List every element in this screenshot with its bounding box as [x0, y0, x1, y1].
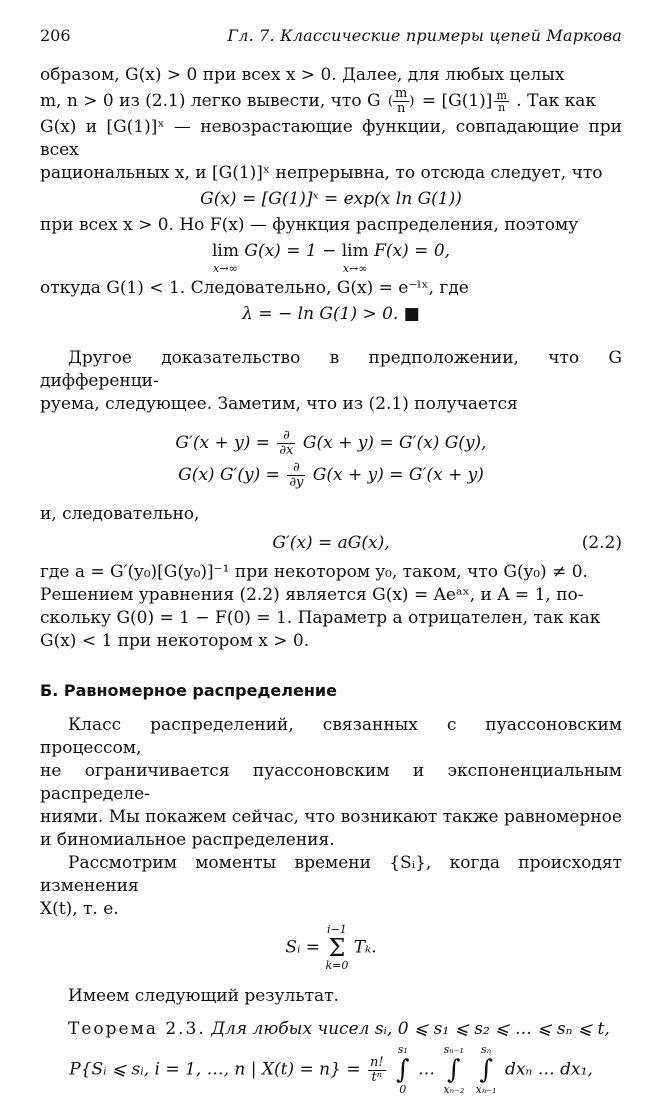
equation-1: G(x) = [G(1)]ˣ = exp(x ln G(1)): [200, 189, 462, 209]
sum-upper-limit: i−1: [327, 923, 347, 936]
fraction-numerator: m: [395, 86, 408, 101]
summation: [325, 924, 348, 972]
section-title: Б. Равномерное распределение: [40, 681, 337, 700]
text-line: рациональных x, и [G(1)]ˣ непрерывна, то отсюда следует, что: [40, 163, 603, 183]
integral-icon: ∫: [396, 1055, 410, 1085]
partial-y-fraction: [287, 461, 305, 490]
equation-7: [40, 924, 622, 972]
paragraph-1: [40, 64, 622, 185]
theorem-statement: [40, 1018, 622, 1041]
lim-subscript: x→∞: [213, 262, 238, 275]
theorem-label: Теорема 2.3.: [68, 1019, 206, 1039]
text-line: G(x) и [G(1)]ˣ — невозрастающие функции, совпадающие при всех: [40, 117, 622, 160]
equation-2: [40, 240, 622, 274]
fraction-m-over-n: ( $\frac{m}{n}$ ): [387, 86, 415, 116]
integral-icon: ∫: [479, 1055, 493, 1085]
equation-8: [40, 1044, 622, 1096]
equation-3: [40, 303, 622, 326]
text-line: при всех x > 0. Но F(x) — функция распределения, поэтому: [40, 215, 579, 235]
equation-4-lhs: G′(x + y) =: [175, 433, 271, 453]
text-line: и, следовательно,: [40, 504, 200, 524]
text-line: Имеем следующий результат.: [68, 986, 339, 1006]
integral-2: [443, 1044, 464, 1096]
paragraph-7: [40, 714, 622, 852]
integral-upper-limit: sₙ₋₁: [443, 1043, 464, 1056]
text-line: ниями. Мы покажем сейчас, что возникают также равномерное: [40, 807, 622, 827]
paragraph-6: [40, 561, 622, 653]
text-line: не ограничивается пуассоновским и экспоненциальным распределе-: [40, 761, 622, 804]
text-line: Класс распределений, связанных с пуассоновским процессом,: [40, 715, 622, 758]
text-line: G(x) < 1 при некотором x > 0.: [40, 631, 310, 651]
equation-6: [40, 532, 622, 555]
fraction-denominator: ∂x: [279, 443, 294, 458]
fraction-denominator: n: [397, 101, 406, 116]
integral-upper-limit: sₙ: [481, 1043, 492, 1056]
paragraph-4: [40, 347, 622, 416]
paragraph-9: [40, 985, 622, 1008]
text-line: X(t), т. е.: [40, 899, 119, 919]
fraction-denominator: ∂y: [289, 475, 304, 490]
limit-2: [342, 240, 369, 274]
limit-1: [212, 240, 239, 274]
text-line: откуда G(1) < 1. Следовательно, G(x) = e⁻ˡˣ, где: [40, 278, 469, 298]
equation-5-rhs: G(x + y) = G′(x + y): [312, 465, 484, 485]
qed-square-icon: ■: [403, 304, 420, 324]
integral-3: [476, 1044, 497, 1096]
paragraph-2: [40, 214, 622, 237]
text-line: m, n > 0 из (2.1) легко вывести, что G: [40, 91, 381, 111]
text-line: где a = G′(y₀)[G(y₀)]⁻¹ при некотором y₀, таком, что G(y₀) ≠ 0.: [40, 562, 588, 582]
equation-8-rhs: dxₙ … dx₁,: [504, 1059, 593, 1080]
equation-4: [40, 429, 622, 458]
paragraph-5: [40, 503, 622, 526]
page-body: [40, 64, 622, 1099]
integral-upper-limit: s₁: [397, 1043, 408, 1056]
paragraph-8: [40, 852, 622, 921]
text-line: Решением уравнения (2.2) является G(x) = Aeᵃˣ, и A = 1, по-: [40, 585, 584, 605]
text-line: и биномиальное распределения.: [40, 830, 335, 850]
sigma-icon: Σ: [328, 934, 346, 962]
equation-6-text: G′(x) = aG(x),: [272, 533, 390, 553]
integral-lower-limit: xₙ₋₂: [443, 1083, 465, 1096]
paragraph-3: [40, 277, 622, 300]
text-line: руема, следующее. Заметим, что из (2.1) получается: [40, 394, 518, 414]
equation-5: [40, 461, 622, 490]
ellipsis: …: [417, 1059, 435, 1080]
fraction-denominator: tⁿ: [371, 1069, 383, 1085]
equation-2-end: F(x) = 0,: [374, 241, 451, 261]
equation-5-lhs: G(x) G′(y) =: [178, 465, 280, 485]
equation-7-lhs: Sᵢ =: [285, 937, 321, 958]
text-line: . Так как: [516, 91, 596, 111]
equation-7-rhs: Tₖ.: [353, 937, 377, 958]
fraction-numerator: ∂: [287, 461, 305, 476]
exponent-numerator: m: [496, 89, 507, 102]
fraction-numerator: n!: [369, 1054, 384, 1070]
page-number: 206: [40, 26, 71, 45]
exponent-fraction: [494, 90, 508, 113]
integral-icon: ∫: [447, 1055, 461, 1085]
running-title: Гл. 7. Классические примеры цепей Маркова: [227, 26, 622, 45]
page-header: [40, 26, 622, 50]
lim-text: lim: [211, 241, 239, 261]
exponent-denominator: n: [498, 101, 506, 114]
text-line: Рассмотрим моменты времени {Sᵢ}, когда происходят изменения: [40, 853, 622, 896]
integral-lower-limit: xₙ₋₁: [475, 1083, 497, 1096]
theorem-text: Для любых чисел sᵢ, 0 ⩽ s₁ ⩽ s₂ ⩽ … ⩽ sₙ ⩽ t,: [211, 1019, 610, 1039]
equation-8-lhs: P{Sᵢ ⩽ sᵢ, i = 1, …, n | X(t) = n} =: [69, 1059, 361, 1080]
equation-4-rhs: G(x + y) = G′(x) G(y),: [302, 433, 487, 453]
text-line: = [G(1)]: [421, 91, 493, 111]
integral-1: [396, 1044, 410, 1096]
equation-2-middle: G(x) = 1 −: [244, 241, 337, 261]
text-line: скольку G(0) = 1 − F(0) = 1. Параметр a отрицателен, так как: [40, 608, 601, 628]
text-line: Другое доказательство в предположении, что G дифференци-: [40, 348, 622, 391]
fraction-numerator: ∂: [277, 429, 295, 444]
equation-3-text: λ = − ln G(1) > 0.: [242, 304, 399, 324]
sum-lower-limit: k=0: [325, 959, 349, 972]
lim-subscript: x→∞: [342, 262, 368, 275]
lim-text: lim: [341, 241, 369, 261]
partial-x-fraction: [277, 429, 295, 458]
integral-lower-limit: 0: [399, 1083, 407, 1096]
equation-number: (2.2): [581, 533, 622, 553]
factorial-fraction: [368, 1056, 386, 1085]
text-line: образом, G(x) > 0 при всех x > 0. Далее, для любых целых: [40, 65, 565, 85]
